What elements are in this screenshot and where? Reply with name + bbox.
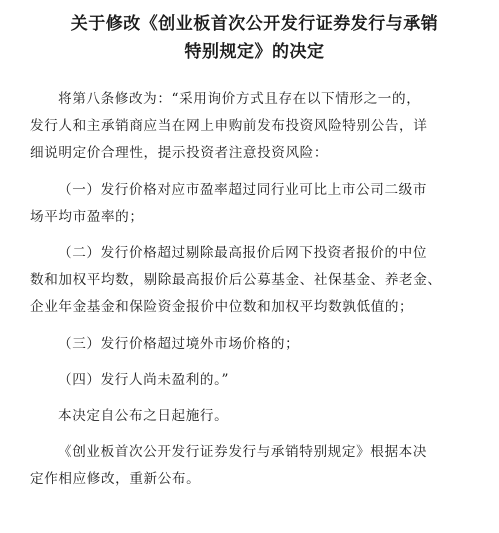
text-line: （二）发行价格超过剔除最高报价后网下投资者报价的中位 — [58, 245, 428, 262]
paragraph-item-4 — [30, 367, 479, 394]
text-line: 细说明定价合理性，提示投资者注意投资风险： — [30, 145, 329, 162]
text-line: （一）发行价格对应市盈率超过同行业可比上市公司二级市 — [58, 181, 428, 198]
text-line: 数和加权平均数，剔除最高报价后公募基金、社保基金、养老金、 — [30, 272, 442, 289]
paragraph-item-2 — [30, 240, 479, 322]
paragraph-article-8-amendment — [30, 86, 479, 168]
text-line: 定作相应修改，重新公布。 — [30, 471, 201, 488]
title-line-2: 特别规定》的决定 — [184, 42, 325, 62]
text-line: 场平均市盈率的； — [30, 208, 144, 225]
paragraph-republication — [30, 439, 479, 493]
text-line: （四）发行人尚未盈利的。” — [58, 371, 230, 388]
text-line: 《创业板首次公开发行证券发行与承销特别规定》根据本决 — [58, 444, 428, 461]
text-line: 发行人和主承销商应当在网上申购前发布投资风险特别公告，详 — [30, 118, 428, 135]
document-title — [30, 10, 479, 66]
text-line: （三）发行价格超过境外市场价格的； — [58, 335, 300, 352]
paragraph-item-3 — [30, 331, 479, 358]
text-line: 将第八条修改为：“采用询价方式且存在以下情形之一的， — [58, 91, 421, 107]
paragraph-item-1 — [30, 177, 479, 231]
text-line: 本决定自公布之日起施行。 — [58, 408, 229, 425]
title-line-1: 关于修改《创业板首次公开发行证券发行与承销 — [70, 14, 439, 34]
paragraph-effective-date — [30, 403, 479, 430]
text-line: 企业年金基金和保险资金报价中位数和加权平均数孰低值的； — [30, 299, 414, 316]
